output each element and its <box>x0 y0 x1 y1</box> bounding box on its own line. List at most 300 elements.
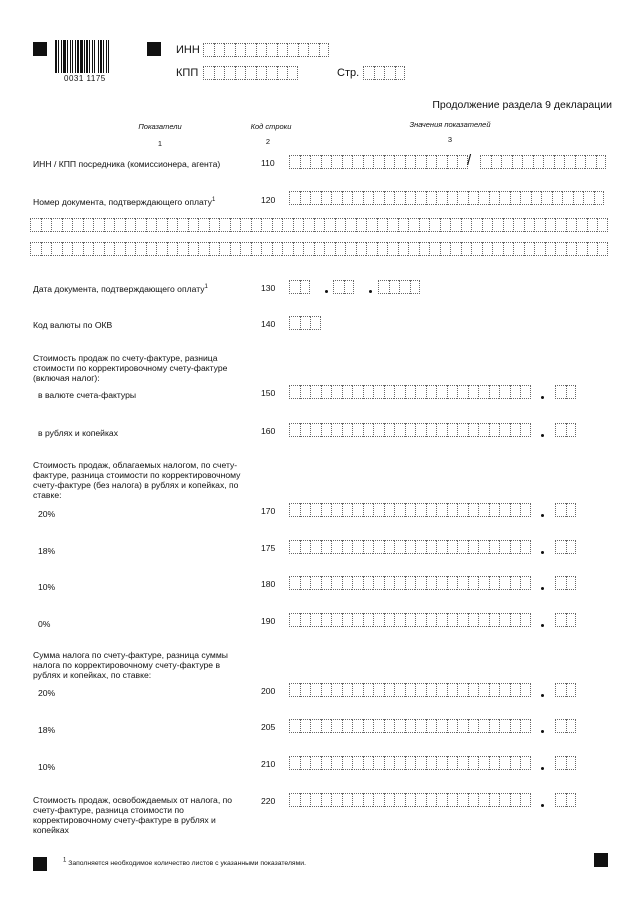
input-cell[interactable] <box>384 191 395 205</box>
input-cell[interactable] <box>384 756 395 770</box>
input-cell[interactable] <box>447 191 458 205</box>
input-cell[interactable] <box>72 242 83 256</box>
input-cell[interactable] <box>398 218 409 232</box>
input-cell[interactable] <box>300 719 311 733</box>
input-cell[interactable] <box>534 218 545 232</box>
input-cell[interactable] <box>300 280 311 294</box>
intermediary-inn-field[interactable] <box>289 155 468 169</box>
input-cell[interactable] <box>520 793 531 807</box>
input-cell[interactable] <box>300 385 311 399</box>
input-cell[interactable] <box>405 423 416 437</box>
input-cell[interactable] <box>405 683 416 697</box>
input-cell[interactable] <box>399 280 410 294</box>
input-cell[interactable] <box>245 66 256 80</box>
input-cell[interactable] <box>331 155 342 169</box>
input-cell[interactable] <box>489 191 500 205</box>
input-cell[interactable] <box>478 191 489 205</box>
input-cell[interactable] <box>426 576 437 590</box>
input-cell[interactable] <box>436 719 447 733</box>
input-cell[interactable] <box>363 793 374 807</box>
input-cell[interactable] <box>293 242 304 256</box>
input-cell[interactable] <box>342 155 353 169</box>
payment-doc-number-field-line3[interactable] <box>30 242 608 256</box>
input-cell[interactable] <box>342 576 353 590</box>
input-cell[interactable] <box>389 280 400 294</box>
input-cell[interactable] <box>415 719 426 733</box>
input-cell[interactable] <box>289 540 300 554</box>
input-cell[interactable] <box>352 191 363 205</box>
input-cell[interactable] <box>415 683 426 697</box>
input-cell[interactable] <box>499 793 510 807</box>
input-cell[interactable] <box>209 242 220 256</box>
tax-18-int-field[interactable] <box>289 719 531 733</box>
input-cell[interactable] <box>378 280 389 294</box>
input-cell[interactable] <box>510 683 521 697</box>
input-cell[interactable] <box>321 423 332 437</box>
inn-field[interactable] <box>203 43 329 57</box>
input-cell[interactable] <box>480 155 491 169</box>
taxable-0-frac-field[interactable] <box>555 613 576 627</box>
input-cell[interactable] <box>352 719 363 733</box>
input-cell[interactable] <box>342 423 353 437</box>
input-cell[interactable] <box>177 242 188 256</box>
input-cell[interactable] <box>587 242 598 256</box>
input-cell[interactable] <box>543 155 554 169</box>
input-cell[interactable] <box>156 218 167 232</box>
input-cell[interactable] <box>30 242 41 256</box>
input-cell[interactable] <box>478 576 489 590</box>
input-cell[interactable] <box>373 503 384 517</box>
input-cell[interactable] <box>447 576 458 590</box>
input-cell[interactable] <box>300 423 311 437</box>
input-cell[interactable] <box>510 756 521 770</box>
input-cell[interactable] <box>415 503 426 517</box>
input-cell[interactable] <box>83 218 94 232</box>
input-cell[interactable] <box>300 191 311 205</box>
input-cell[interactable] <box>436 613 447 627</box>
input-cell[interactable] <box>478 503 489 517</box>
input-cell[interactable] <box>240 242 251 256</box>
input-cell[interactable] <box>373 756 384 770</box>
input-cell[interactable] <box>534 242 545 256</box>
input-cell[interactable] <box>566 793 577 807</box>
input-cell[interactable] <box>289 316 300 330</box>
input-cell[interactable] <box>555 683 566 697</box>
input-cell[interactable] <box>114 242 125 256</box>
input-cell[interactable] <box>436 576 447 590</box>
input-cell[interactable] <box>321 613 332 627</box>
input-cell[interactable] <box>457 576 468 590</box>
input-cell[interactable] <box>489 503 500 517</box>
input-cell[interactable] <box>256 66 267 80</box>
date-month-field[interactable] <box>333 280 354 294</box>
input-cell[interactable] <box>426 793 437 807</box>
input-cell[interactable] <box>384 613 395 627</box>
input-cell[interactable] <box>415 540 426 554</box>
input-cell[interactable] <box>384 793 395 807</box>
input-cell[interactable] <box>457 155 468 169</box>
input-cell[interactable] <box>499 576 510 590</box>
input-cell[interactable] <box>319 43 330 57</box>
input-cell[interactable] <box>499 385 510 399</box>
input-cell[interactable] <box>395 66 406 80</box>
input-cell[interactable] <box>310 423 321 437</box>
input-cell[interactable] <box>30 218 41 232</box>
input-cell[interactable] <box>587 218 598 232</box>
input-cell[interactable] <box>289 756 300 770</box>
input-cell[interactable] <box>419 218 430 232</box>
input-cell[interactable] <box>555 423 566 437</box>
input-cell[interactable] <box>499 503 510 517</box>
input-cell[interactable] <box>594 191 605 205</box>
input-cell[interactable] <box>342 756 353 770</box>
sales-value-currency-frac-field[interactable] <box>555 385 576 399</box>
input-cell[interactable] <box>545 218 556 232</box>
input-cell[interactable] <box>342 503 353 517</box>
input-cell[interactable] <box>356 218 367 232</box>
input-cell[interactable] <box>524 242 535 256</box>
input-cell[interactable] <box>503 218 514 232</box>
input-cell[interactable] <box>524 218 535 232</box>
input-cell[interactable] <box>566 242 577 256</box>
input-cell[interactable] <box>310 719 321 733</box>
input-cell[interactable] <box>93 218 104 232</box>
input-cell[interactable] <box>333 280 344 294</box>
input-cell[interactable] <box>436 503 447 517</box>
input-cell[interactable] <box>261 218 272 232</box>
input-cell[interactable] <box>310 756 321 770</box>
input-cell[interactable] <box>167 242 178 256</box>
taxable-10-int-field[interactable] <box>289 576 531 590</box>
input-cell[interactable] <box>331 719 342 733</box>
input-cell[interactable] <box>373 683 384 697</box>
input-cell[interactable] <box>277 43 288 57</box>
input-cell[interactable] <box>310 540 321 554</box>
input-cell[interactable] <box>555 613 566 627</box>
input-cell[interactable] <box>510 793 521 807</box>
input-cell[interactable] <box>461 218 472 232</box>
input-cell[interactable] <box>405 613 416 627</box>
input-cell[interactable] <box>289 280 300 294</box>
input-cell[interactable] <box>405 155 416 169</box>
input-cell[interactable] <box>457 719 468 733</box>
input-cell[interactable] <box>324 218 335 232</box>
input-cell[interactable] <box>363 503 374 517</box>
input-cell[interactable] <box>51 242 62 256</box>
input-cell[interactable] <box>478 540 489 554</box>
input-cell[interactable] <box>415 613 426 627</box>
input-cell[interactable] <box>331 576 342 590</box>
sales-value-rub-int-field[interactable] <box>289 423 531 437</box>
input-cell[interactable] <box>394 683 405 697</box>
input-cell[interactable] <box>457 683 468 697</box>
input-cell[interactable] <box>468 576 479 590</box>
input-cell[interactable] <box>510 503 521 517</box>
input-cell[interactable] <box>522 155 533 169</box>
input-cell[interactable] <box>566 719 577 733</box>
input-cell[interactable] <box>555 576 566 590</box>
input-cell[interactable] <box>554 155 565 169</box>
input-cell[interactable] <box>447 793 458 807</box>
input-cell[interactable] <box>510 191 521 205</box>
input-cell[interactable] <box>405 191 416 205</box>
input-cell[interactable] <box>245 43 256 57</box>
input-cell[interactable] <box>394 613 405 627</box>
input-cell[interactable] <box>426 155 437 169</box>
input-cell[interactable] <box>394 503 405 517</box>
input-cell[interactable] <box>489 385 500 399</box>
input-cell[interactable] <box>230 218 241 232</box>
input-cell[interactable] <box>429 218 440 232</box>
input-cell[interactable] <box>585 155 596 169</box>
taxable-18-int-field[interactable] <box>289 540 531 554</box>
input-cell[interactable] <box>314 242 325 256</box>
input-cell[interactable] <box>41 218 52 232</box>
taxable-20-frac-field[interactable] <box>555 503 576 517</box>
input-cell[interactable] <box>384 683 395 697</box>
input-cell[interactable] <box>499 423 510 437</box>
input-cell[interactable] <box>415 576 426 590</box>
input-cell[interactable] <box>308 43 319 57</box>
input-cell[interactable] <box>555 756 566 770</box>
input-cell[interactable] <box>468 613 479 627</box>
input-cell[interactable] <box>436 793 447 807</box>
input-cell[interactable] <box>447 683 458 697</box>
exempt-sales-int-field[interactable] <box>289 793 531 807</box>
input-cell[interactable] <box>321 576 332 590</box>
input-cell[interactable] <box>363 155 374 169</box>
input-cell[interactable] <box>345 218 356 232</box>
input-cell[interactable] <box>499 191 510 205</box>
input-cell[interactable] <box>251 218 262 232</box>
input-cell[interactable] <box>512 155 523 169</box>
input-cell[interactable] <box>287 43 298 57</box>
input-cell[interactable] <box>447 756 458 770</box>
input-cell[interactable] <box>289 155 300 169</box>
input-cell[interactable] <box>384 503 395 517</box>
input-cell[interactable] <box>289 423 300 437</box>
input-cell[interactable] <box>331 756 342 770</box>
kpp-field[interactable] <box>203 66 298 80</box>
input-cell[interactable] <box>387 242 398 256</box>
input-cell[interactable] <box>510 613 521 627</box>
input-cell[interactable] <box>426 503 437 517</box>
input-cell[interactable] <box>419 242 430 256</box>
input-cell[interactable] <box>342 683 353 697</box>
input-cell[interactable] <box>520 191 531 205</box>
input-cell[interactable] <box>352 756 363 770</box>
input-cell[interactable] <box>564 155 575 169</box>
input-cell[interactable] <box>310 683 321 697</box>
input-cell[interactable] <box>342 540 353 554</box>
input-cell[interactable] <box>135 242 146 256</box>
input-cell[interactable] <box>555 218 566 232</box>
input-cell[interactable] <box>555 540 566 554</box>
input-cell[interactable] <box>287 66 298 80</box>
input-cell[interactable] <box>405 719 416 733</box>
input-cell[interactable] <box>373 191 384 205</box>
input-cell[interactable] <box>352 793 363 807</box>
input-cell[interactable] <box>394 719 405 733</box>
input-cell[interactable] <box>384 423 395 437</box>
input-cell[interactable] <box>447 613 458 627</box>
input-cell[interactable] <box>62 242 73 256</box>
input-cell[interactable] <box>277 66 288 80</box>
input-cell[interactable] <box>235 66 246 80</box>
input-cell[interactable] <box>499 540 510 554</box>
input-cell[interactable] <box>478 719 489 733</box>
taxable-20-int-field[interactable] <box>289 503 531 517</box>
input-cell[interactable] <box>597 218 608 232</box>
input-cell[interactable] <box>501 155 512 169</box>
input-cell[interactable] <box>114 218 125 232</box>
input-cell[interactable] <box>408 218 419 232</box>
date-day-field[interactable] <box>289 280 310 294</box>
payment-doc-number-field-line1[interactable] <box>289 191 604 205</box>
input-cell[interactable] <box>321 683 332 697</box>
input-cell[interactable] <box>471 242 482 256</box>
input-cell[interactable] <box>266 43 277 57</box>
input-cell[interactable] <box>363 576 374 590</box>
input-cell[interactable] <box>405 793 416 807</box>
input-cell[interactable] <box>566 576 577 590</box>
input-cell[interactable] <box>471 218 482 232</box>
input-cell[interactable] <box>331 793 342 807</box>
date-year-field[interactable] <box>378 280 420 294</box>
input-cell[interactable] <box>492 242 503 256</box>
input-cell[interactable] <box>499 683 510 697</box>
input-cell[interactable] <box>583 191 594 205</box>
tax-20-frac-field[interactable] <box>555 683 576 697</box>
input-cell[interactable] <box>373 155 384 169</box>
input-cell[interactable] <box>457 756 468 770</box>
input-cell[interactable] <box>489 756 500 770</box>
input-cell[interactable] <box>289 576 300 590</box>
input-cell[interactable] <box>135 218 146 232</box>
input-cell[interactable] <box>209 218 220 232</box>
input-cell[interactable] <box>426 540 437 554</box>
input-cell[interactable] <box>300 540 311 554</box>
input-cell[interactable] <box>363 683 374 697</box>
input-cell[interactable] <box>377 218 388 232</box>
input-cell[interactable] <box>415 756 426 770</box>
input-cell[interactable] <box>576 218 587 232</box>
input-cell[interactable] <box>489 683 500 697</box>
input-cell[interactable] <box>468 540 479 554</box>
input-cell[interactable] <box>331 503 342 517</box>
input-cell[interactable] <box>468 423 479 437</box>
input-cell[interactable] <box>310 191 321 205</box>
input-cell[interactable] <box>566 503 577 517</box>
input-cell[interactable] <box>352 385 363 399</box>
input-cell[interactable] <box>310 385 321 399</box>
input-cell[interactable] <box>363 191 374 205</box>
input-cell[interactable] <box>405 576 416 590</box>
input-cell[interactable] <box>384 385 395 399</box>
input-cell[interactable] <box>491 155 502 169</box>
input-cell[interactable] <box>321 719 332 733</box>
input-cell[interactable] <box>597 242 608 256</box>
currency-code-field[interactable] <box>289 316 321 330</box>
input-cell[interactable] <box>447 719 458 733</box>
input-cell[interactable] <box>363 385 374 399</box>
input-cell[interactable] <box>510 719 521 733</box>
input-cell[interactable] <box>146 218 157 232</box>
input-cell[interactable] <box>410 280 421 294</box>
input-cell[interactable] <box>394 155 405 169</box>
input-cell[interactable] <box>436 423 447 437</box>
input-cell[interactable] <box>429 242 440 256</box>
exempt-sales-frac-field[interactable] <box>555 793 576 807</box>
input-cell[interactable] <box>352 540 363 554</box>
input-cell[interactable] <box>384 540 395 554</box>
input-cell[interactable] <box>457 191 468 205</box>
input-cell[interactable] <box>426 613 437 627</box>
input-cell[interactable] <box>261 242 272 256</box>
input-cell[interactable] <box>310 793 321 807</box>
input-cell[interactable] <box>426 683 437 697</box>
input-cell[interactable] <box>520 613 531 627</box>
input-cell[interactable] <box>405 756 416 770</box>
input-cell[interactable] <box>289 719 300 733</box>
tax-20-int-field[interactable] <box>289 683 531 697</box>
input-cell[interactable] <box>373 576 384 590</box>
input-cell[interactable] <box>266 66 277 80</box>
input-cell[interactable] <box>478 385 489 399</box>
taxable-10-frac-field[interactable] <box>555 576 576 590</box>
input-cell[interactable] <box>293 218 304 232</box>
input-cell[interactable] <box>224 43 235 57</box>
input-cell[interactable] <box>93 242 104 256</box>
input-cell[interactable] <box>314 218 325 232</box>
input-cell[interactable] <box>457 613 468 627</box>
input-cell[interactable] <box>492 218 503 232</box>
input-cell[interactable] <box>321 155 332 169</box>
input-cell[interactable] <box>552 191 563 205</box>
input-cell[interactable] <box>300 503 311 517</box>
input-cell[interactable] <box>331 683 342 697</box>
input-cell[interactable] <box>289 793 300 807</box>
input-cell[interactable] <box>300 756 311 770</box>
tax-10-frac-field[interactable] <box>555 756 576 770</box>
input-cell[interactable] <box>394 191 405 205</box>
input-cell[interactable] <box>203 66 214 80</box>
input-cell[interactable] <box>555 719 566 733</box>
input-cell[interactable] <box>310 576 321 590</box>
input-cell[interactable] <box>566 385 577 399</box>
input-cell[interactable] <box>352 503 363 517</box>
input-cell[interactable] <box>436 540 447 554</box>
input-cell[interactable] <box>566 423 577 437</box>
input-cell[interactable] <box>555 793 566 807</box>
input-cell[interactable] <box>272 218 283 232</box>
input-cell[interactable] <box>489 793 500 807</box>
input-cell[interactable] <box>520 503 531 517</box>
input-cell[interactable] <box>374 66 385 80</box>
input-cell[interactable] <box>468 756 479 770</box>
input-cell[interactable] <box>321 503 332 517</box>
input-cell[interactable] <box>394 793 405 807</box>
sales-value-currency-int-field[interactable] <box>289 385 531 399</box>
input-cell[interactable] <box>331 613 342 627</box>
input-cell[interactable] <box>342 613 353 627</box>
input-cell[interactable] <box>188 218 199 232</box>
input-cell[interactable] <box>513 218 524 232</box>
input-cell[interactable] <box>576 242 587 256</box>
input-cell[interactable] <box>377 242 388 256</box>
input-cell[interactable] <box>188 242 199 256</box>
input-cell[interactable] <box>214 43 225 57</box>
